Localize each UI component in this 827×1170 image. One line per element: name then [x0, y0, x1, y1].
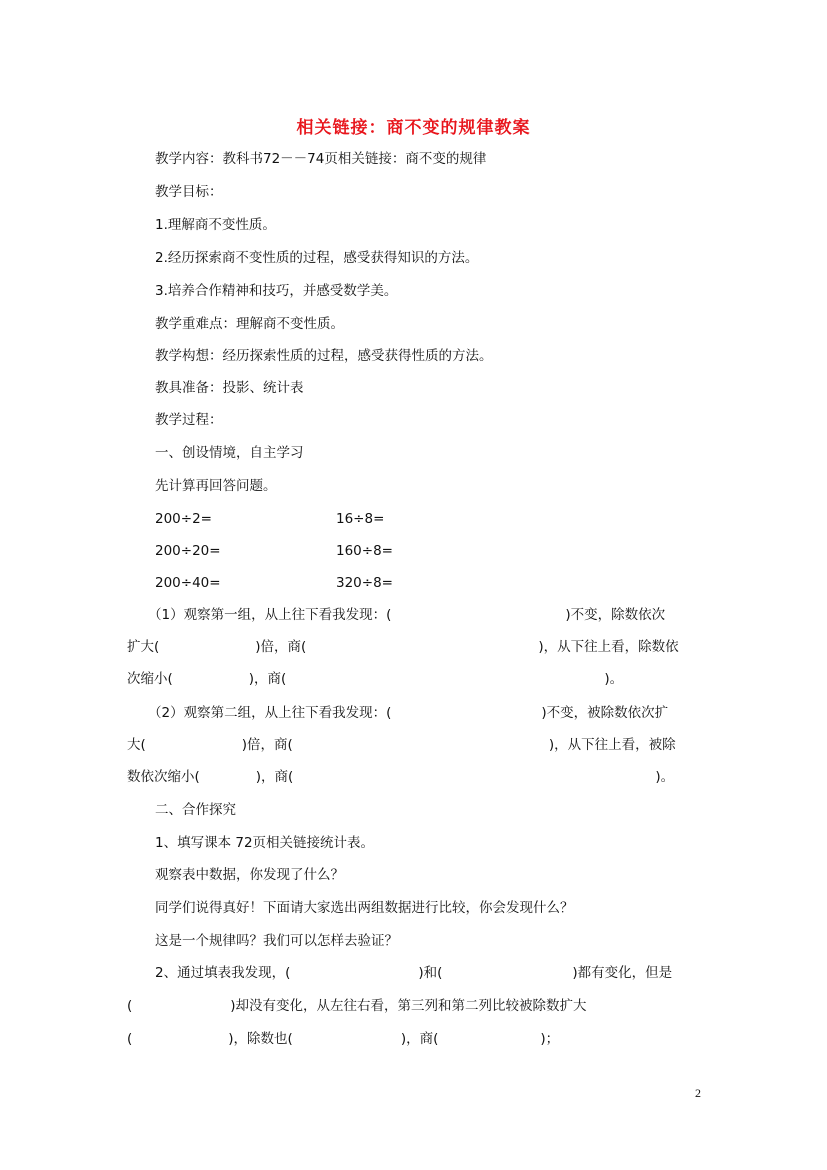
ask-2: 同学们说得真好！下面请大家选出两组数据进行比较，你会发现什么？ — [155, 900, 574, 916]
q1-text-h: )。 — [604, 671, 624, 687]
teaching-design: 教学构想：经历探索性质的过程，感受获得性质的方法。 — [155, 348, 493, 364]
q1-text-g: )，商( — [248, 671, 287, 687]
step2-text-e: )却没有变化，从左往右看，第三列和第二列比较被除数扩大 — [230, 998, 587, 1014]
step2-text-c: )都有变化，但是 — [572, 965, 673, 981]
step2-line-3 — [127, 1030, 559, 1048]
q2-text-h: )。 — [655, 769, 675, 785]
objective-2: 2.经历探索商不变性质的过程，感受获得知识的方法。 — [155, 250, 479, 266]
q1-line-3 — [127, 670, 623, 688]
key-points: 教学重难点：理解商不变性质。 — [155, 316, 344, 332]
step-1: 1、填写课本 72页相关链接统计表。 — [155, 835, 375, 851]
ask-3: 这是一个规律吗？我们可以怎样去验证？ — [155, 933, 398, 949]
equation-right-1: 16÷8= — [336, 511, 385, 527]
q2-line-2 — [127, 736, 676, 754]
page-number: 2 — [695, 1086, 701, 1100]
q2-text-g: )，商( — [255, 769, 294, 785]
objective-3: 3.培养合作精神和技巧，并感受数学美。 — [155, 283, 398, 299]
equation-right-3: 320÷8= — [336, 575, 393, 591]
section-2-heading: 二、合作探究 — [155, 802, 236, 818]
q2-text-c: 大( — [127, 737, 146, 753]
q1-text-c: 扩大( — [127, 639, 160, 655]
q2-text-d: )倍，商( — [241, 737, 293, 753]
step2-text-h: )，商( — [400, 1031, 439, 1047]
q1-line-2 — [127, 638, 679, 656]
q2-text-f: 数依次缩小( — [127, 769, 200, 785]
section-1-heading: 一、创设情境，自主学习 — [155, 445, 304, 461]
q1-text-b: )不变，除数依次 — [565, 607, 666, 623]
objective-1: 1.理解商不变性质。 — [155, 217, 276, 233]
step2-text-g: )，除数也( — [228, 1031, 293, 1047]
q2-text-b: )不变，被除数依次扩 — [541, 705, 669, 721]
q1-text-d: )倍，商( — [255, 639, 307, 655]
q2-text-e: )，从下往上看，被除 — [548, 737, 676, 753]
q1-text-f: 次缩小( — [127, 671, 173, 687]
step2-text-a: 2、通过填表我发现，( — [155, 965, 291, 981]
q2-line-3 — [127, 768, 674, 786]
process-heading: 教学过程： — [155, 412, 223, 428]
q1-line-1 — [148, 606, 665, 624]
step2-line-1 — [155, 964, 672, 982]
teaching-content: 教学内容：教科书72－－74页相关链接：商不变的规律 — [155, 151, 487, 167]
document-title: 相关链接：商不变的规律教案 — [296, 118, 531, 138]
q2-line-1 — [148, 704, 668, 722]
step2-text-i: )； — [540, 1031, 560, 1047]
q2-text-a: （2）观察第二组，从上往下看我发现：( — [148, 705, 392, 721]
instruction: 先计算再回答问题。 — [155, 478, 277, 494]
step2-text-f: ( — [127, 1031, 133, 1047]
step2-text-d: ( — [127, 998, 133, 1014]
q1-text-e: )，从下往上看，除数依 — [538, 639, 679, 655]
equation-right-2: 160÷8= — [336, 543, 393, 559]
equation-left-3: 200÷40= — [155, 575, 221, 591]
q1-text-a: （1）观察第一组，从上往下看我发现：( — [148, 607, 392, 623]
step2-line-2 — [127, 997, 587, 1015]
step2-text-b: )和( — [418, 965, 443, 981]
objectives-heading: 教学目标： — [155, 184, 223, 200]
ask-1: 观察表中数据，你发现了什么？ — [155, 867, 344, 883]
equation-left-2: 200÷20= — [155, 543, 221, 559]
teaching-tools: 教具准备：投影、统计表 — [155, 380, 304, 396]
equation-left-1: 200÷2= — [155, 511, 212, 527]
